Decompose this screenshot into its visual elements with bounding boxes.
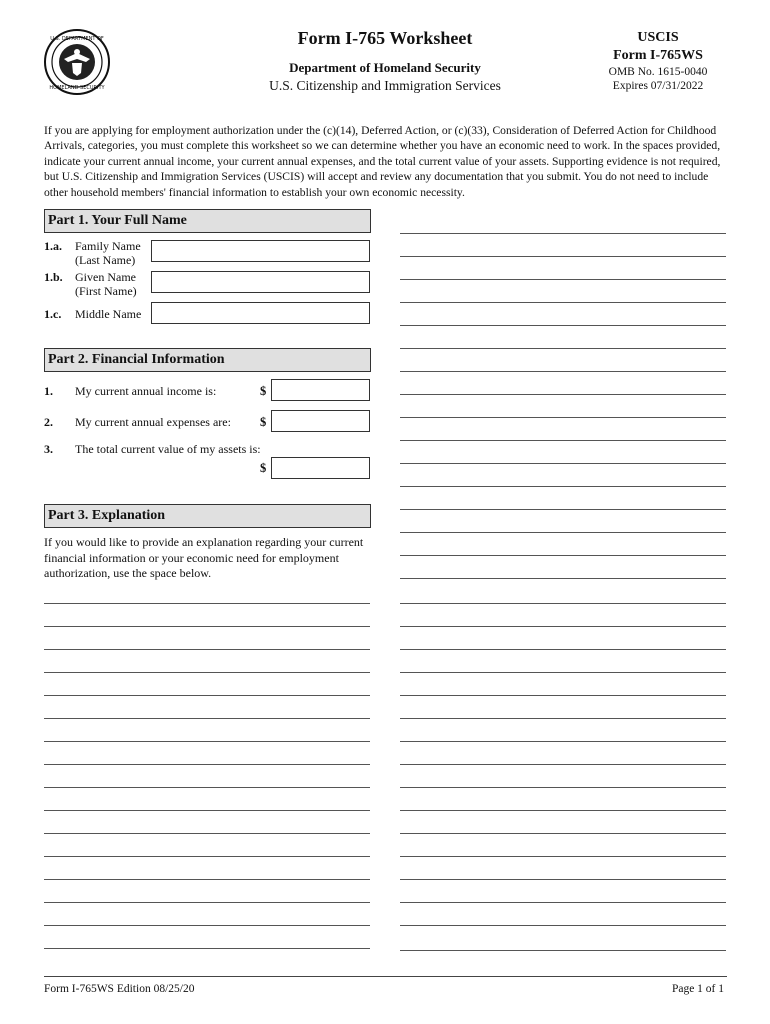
explanation-line[interactable] [400,578,726,579]
part3-header: Part 3. Explanation [44,504,371,528]
explanation-line[interactable] [400,672,726,673]
annual-income-input[interactable] [271,379,370,401]
explanation-line[interactable] [44,672,370,673]
annual-income-label: My current annual income is: [75,384,217,398]
svg-text:U.S. DEPARTMENT OF: U.S. DEPARTMENT OF [50,36,104,42]
field-number: 1.c. [44,307,62,321]
dollar-sign: $ [260,384,267,398]
given-name-sublabel: (First Name) [75,284,137,298]
given-name-input[interactable] [151,271,370,293]
svg-text:HOMELAND SECURITY: HOMELAND SECURITY [49,85,105,91]
explanation-line[interactable] [400,555,726,556]
omb-number: OMB No. 1615-0040 [608,66,708,78]
part2-header: Part 2. Financial Information [44,348,371,372]
annual-expenses-input[interactable] [271,410,370,432]
explanation-line[interactable] [400,856,726,857]
explanation-line[interactable] [44,902,370,903]
footer-page-number: Page 1 of 1 [671,983,724,995]
explanation-line[interactable] [44,603,370,604]
agency-abbr: USCIS [637,30,679,45]
explanation-line[interactable] [400,256,726,257]
explanation-line[interactable] [44,626,370,627]
explanation-line[interactable] [400,509,726,510]
middle-name-input[interactable] [151,302,370,324]
agency-name: U.S. Citizenship and Immigration Services [269,78,501,93]
explanation-line[interactable] [400,833,726,834]
intro-paragraph: If you are applying for employment authorization under the (c)(14), Deferred Action, or (c)(33), Consideration of Deferred Action for Childhood Arrivals, categories, you must complete this worksheet so we can determine whether you have an economic need to work. In the spaces provided, indicate your current annual income, your current annual expenses, and the total current value of your assets. Supporting evidence is not required, but U.S. Citizenship and Immigration Services (USCIS) will accept and review any documentation that you submit. You do not need to include other household members' financial information to establish your own economic necessity. [44,124,721,199]
given-name-label: Given Name [75,270,136,284]
explanation-instructions: If you would like to provide an explanation regarding your current financial information or your economic need for employment authorization, use the space below. [44,535,364,580]
explanation-line[interactable] [400,950,726,951]
explanation-line[interactable] [44,764,370,765]
explanation-line[interactable] [400,741,726,742]
explanation-line[interactable] [44,833,370,834]
explanation-line[interactable] [44,718,370,719]
dollar-sign: $ [260,461,267,475]
explanation-line[interactable] [400,764,726,765]
explanation-line[interactable] [400,810,726,811]
form-title: Form I-765 Worksheet [297,28,473,48]
explanation-line[interactable] [400,649,726,650]
dollar-sign: $ [260,415,267,429]
form-number: Form I-765WS [613,48,703,63]
expiration-date: Expires 07/31/2022 [612,80,704,92]
footer-divider [44,976,727,977]
explanation-line[interactable] [400,233,726,234]
assets-value-input[interactable] [271,457,370,479]
explanation-line[interactable] [400,394,726,395]
explanation-line[interactable] [400,879,726,880]
field-number: 2. [44,415,53,429]
middle-name-label: Middle Name [75,307,142,321]
explanation-line[interactable] [400,417,726,418]
explanation-line[interactable] [400,925,726,926]
assets-value-label: The total current value of my assets is: [75,442,261,456]
explanation-line[interactable] [44,948,370,949]
explanation-line[interactable] [400,626,726,627]
explanation-line[interactable] [400,695,726,696]
family-name-input[interactable] [151,240,370,262]
explanation-line[interactable] [400,787,726,788]
family-name-label: Family Name [75,239,141,253]
field-number: 1. [44,384,53,398]
explanation-line[interactable] [400,463,726,464]
annual-expenses-label: My current annual expenses are: [75,415,231,429]
field-number: 1.a. [44,239,62,253]
explanation-line[interactable] [44,649,370,650]
explanation-line[interactable] [44,879,370,880]
explanation-line[interactable] [400,325,726,326]
part1-header: Part 1. Your Full Name [44,209,371,233]
explanation-line[interactable] [44,925,370,926]
field-number: 1.b. [44,270,63,284]
field-number: 3. [44,442,53,456]
explanation-line[interactable] [400,279,726,280]
explanation-line[interactable] [400,486,726,487]
explanation-line[interactable] [44,695,370,696]
explanation-line[interactable] [400,371,726,372]
explanation-line[interactable] [400,348,726,349]
explanation-line[interactable] [44,741,370,742]
department-name: Department of Homeland Security [289,60,481,75]
explanation-line[interactable] [400,532,726,533]
footer-edition: Form I-765WS Edition 08/25/20 [44,983,195,995]
explanation-line[interactable] [44,787,370,788]
explanation-line[interactable] [400,902,726,903]
explanation-line[interactable] [400,440,726,441]
family-name-sublabel: (Last Name) [75,253,136,267]
explanation-line[interactable] [400,302,726,303]
explanation-line[interactable] [44,810,370,811]
explanation-line[interactable] [400,718,726,719]
explanation-line[interactable] [400,603,726,604]
explanation-line[interactable] [44,856,370,857]
dhs-seal-icon [44,29,110,95]
